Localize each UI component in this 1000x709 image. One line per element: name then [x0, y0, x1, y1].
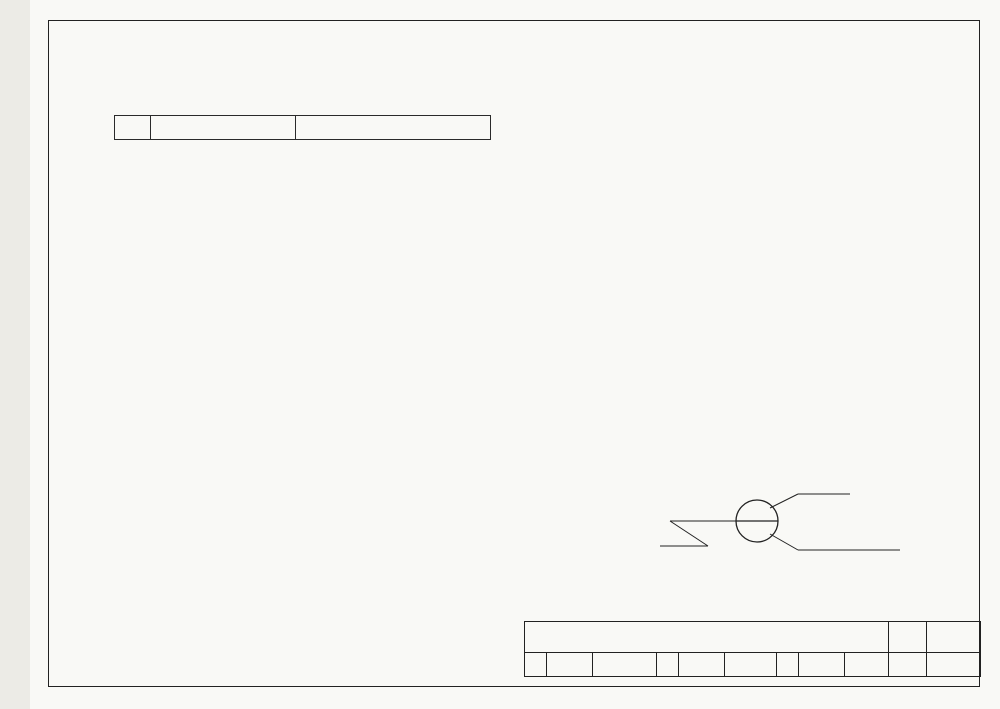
index-diagram	[600, 470, 930, 580]
check-name	[679, 653, 725, 677]
detail-leader	[770, 494, 798, 508]
atlas-label	[889, 622, 927, 653]
check-label	[657, 653, 679, 677]
atlas-value	[927, 622, 981, 653]
review-signature	[593, 653, 657, 677]
header-no	[115, 116, 151, 140]
title-block-title	[525, 622, 889, 653]
check-signature	[725, 653, 777, 677]
atlas-leader	[670, 521, 708, 546]
header-value	[296, 116, 491, 140]
page-label	[889, 653, 927, 677]
design-name	[799, 653, 845, 677]
params-table-header	[115, 116, 491, 140]
page-leader	[770, 534, 798, 550]
design-signature	[845, 653, 889, 677]
design-label	[777, 653, 799, 677]
review-name	[547, 653, 593, 677]
params-table	[114, 115, 491, 140]
review-label	[525, 653, 547, 677]
page-value	[927, 653, 981, 677]
title-block	[524, 621, 981, 677]
header-item	[151, 116, 296, 140]
